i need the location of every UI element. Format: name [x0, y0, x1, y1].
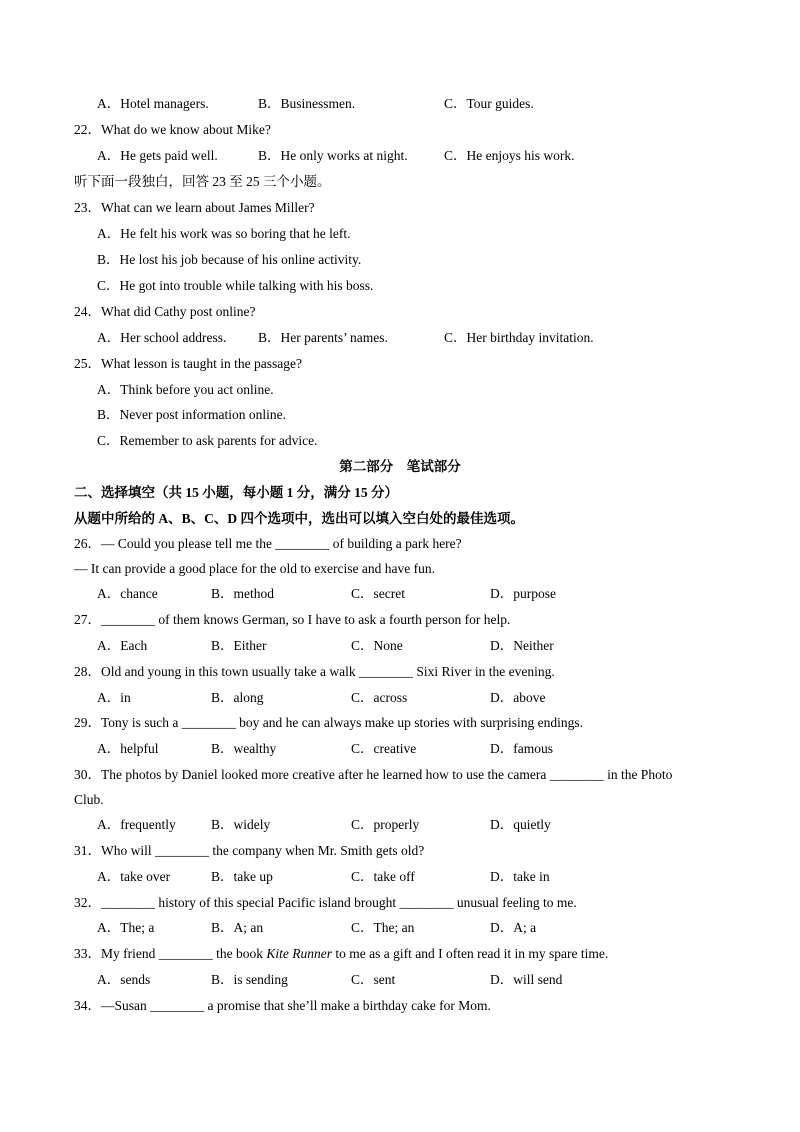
q30-option-a: A．frequently [97, 817, 176, 832]
q33-option-c: C．sent [351, 972, 396, 987]
q27-stem: 27．________ of them knows German, so I have to ask a fourth person for help. [74, 612, 511, 627]
part2-title: 第二部分 笔试部分 [339, 459, 461, 474]
q30-option-d: D．quietly [490, 817, 551, 832]
section2-instruction: 从题中所给的 A、B、C、D 四个选项中，选出可以填入空白处的最佳选项。 [74, 511, 525, 526]
q33-stem-end: to me as a gift and I often read it in my spare time. [331, 946, 609, 961]
q30-option-b: B．widely [211, 817, 271, 832]
q28-option-c: C．across [351, 690, 408, 705]
q33-stem [74, 945, 608, 963]
q32-option-c: C．The; an [351, 920, 415, 935]
q26-option-d: D．purpose [490, 586, 556, 601]
q28-option-a: A．in [97, 690, 131, 705]
q34-stem: 34．—Susan ________ a promise that she’ll make a birthday cake for Mom. [74, 998, 491, 1013]
q24-option-b: B．Her parents’ names. [258, 330, 388, 345]
q24-option-c: C．Her birthday invitation. [444, 330, 594, 345]
q32-option-b: B．A; an [211, 920, 264, 935]
q33-stem-start: 33．My friend ________ the book [74, 946, 267, 961]
q33-book-title: Kite Runner [266, 946, 332, 961]
q29-option-d: D．famous [490, 741, 553, 756]
section2-title: 二、选择填空（共 15 小题，每小题 1 分，满分 15 分） [74, 485, 398, 500]
q21-option-c: C．Tour guides. [444, 96, 534, 111]
q23-option-a: A．He felt his work was so boring that he left. [97, 226, 351, 241]
q22-option-c: C．He enjoys his work. [444, 148, 575, 163]
q28-option-b: B．along [211, 690, 264, 705]
q29-option-c: C．creative [351, 741, 417, 756]
q21-option-a: A．Hotel managers. [97, 96, 209, 111]
q30-stem: 30．The photos by Daniel looked more creative after he learned how to use the camera ________ in the Photo [74, 767, 673, 782]
q31-option-a: A．take over [97, 869, 171, 884]
q26-option-a: A．chance [97, 586, 158, 601]
q27-option-a: A．Each [97, 638, 148, 653]
q33-option-b: B．is sending [211, 972, 288, 987]
q23-option-c: C．He got into trouble while talking with his boss. [97, 278, 374, 293]
q23-option-b: B．He lost his job because of his online activity. [97, 252, 362, 267]
q25-stem: 25．What lesson is taught in the passage? [74, 356, 302, 371]
q31-option-d: D．take in [490, 869, 550, 884]
q23-stem: 23．What can we learn about James Miller? [74, 200, 315, 215]
q28-stem: 28．Old and young in this town usually take a walk ________ Sixi River in the evening. [74, 664, 555, 679]
q29-option-b: B．wealthy [211, 741, 277, 756]
q25-option-c: C．Remember to ask parents for advice. [97, 433, 318, 448]
q27-option-c: C．None [351, 638, 403, 653]
q26-option-c: C．secret [351, 586, 405, 601]
q32-option-d: D．A; a [490, 920, 537, 935]
q33-option-d: D．will send [490, 972, 563, 987]
q26-stem-reply: — It can provide a good place for the old to exercise and have fun. [74, 561, 435, 576]
q33-option-a: A．sends [97, 972, 151, 987]
q30-stem-continued: Club. [74, 792, 104, 807]
q30-option-c: C．properly [351, 817, 420, 832]
q25-option-a: A．Think before you act online. [97, 382, 274, 397]
q22-option-b: B．He only works at night. [258, 148, 408, 163]
listening-instruction: 听下面一段独白，回答 23 至 25 三个小题。 [74, 174, 331, 189]
q25-option-b: B．Never post information online. [97, 407, 286, 422]
q27-option-d: D．Neither [490, 638, 554, 653]
q31-option-c: C．take off [351, 869, 415, 884]
q32-option-a: A．The; a [97, 920, 155, 935]
q27-option-b: B．Either [211, 638, 267, 653]
q29-option-a: A．helpful [97, 741, 159, 756]
q21-option-b: B．Businessmen. [258, 96, 356, 111]
q24-option-a: A．Her school address. [97, 330, 227, 345]
q31-option-b: B．take up [211, 869, 273, 884]
q32-stem: 32．________ history of this special Pacific island brought ________ unusual feeling to me. [74, 895, 577, 910]
q28-option-d: D．above [490, 690, 546, 705]
q31-stem: 31．Who will ________ the company when Mr. Smith gets old? [74, 843, 425, 858]
q22-stem: 22．What do we know about Mike? [74, 122, 271, 137]
q29-stem: 29．Tony is such a ________ boy and he can always make up stories with surprising endings. [74, 715, 583, 730]
q26-stem: 26．— Could you please tell me the ________ of building a park here? [74, 536, 462, 551]
q22-option-a: A．He gets paid well. [97, 148, 218, 163]
q24-stem: 24．What did Cathy post online? [74, 304, 256, 319]
q26-option-b: B．method [211, 586, 274, 601]
